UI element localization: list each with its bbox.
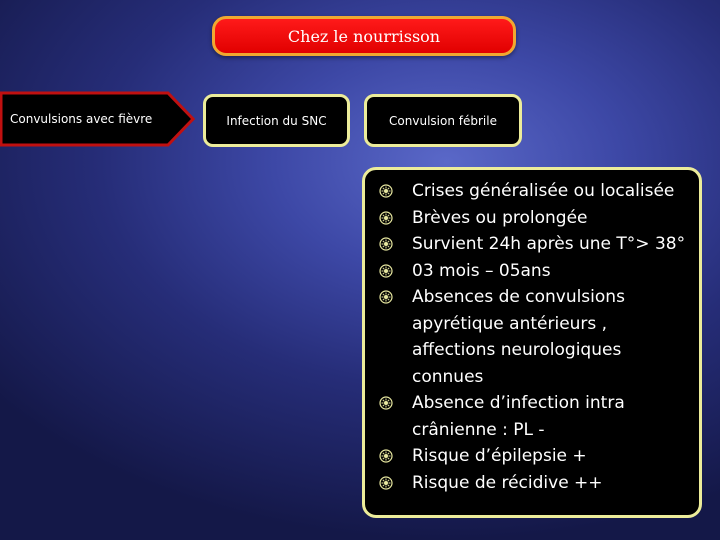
criteria-list-item [365,258,691,285]
criteria-text: Brèves ou prolongée [412,207,588,228]
criteria-text: Crises généralisée ou localisée [412,181,675,201]
criteria-list-item [365,470,691,497]
criteria-list-item [365,390,691,443]
category-label: Convulsions avec fièvre [10,112,153,126]
slide-title: Chez le nourrisson [212,16,516,56]
criteria-text: Risque d’épilepsie + [412,446,587,466]
category-arrow-box [0,91,195,147]
criteria-text: Absence d’infection intra crânienne : PL - [412,393,625,440]
option-box-snc-infection: Infection du SNC [203,94,350,147]
criteria-text: 03 mois – 05ans [412,260,551,281]
criteria-text: Survient 24h après une T°> 38° [412,234,686,254]
criteria-text: Risque de récidive ++ [412,472,603,493]
sunburst-circle-icon [379,290,393,304]
criteria-list-item [365,231,691,258]
option-box-febrile-convulsion: Convulsion fébrile [364,94,522,147]
sunburst-circle-icon [379,449,393,463]
sunburst-circle-icon [379,237,393,251]
criteria-list-item [365,284,691,390]
criteria-list-item [365,443,691,470]
sunburst-circle-icon [379,396,393,410]
criteria-text: Absences de convulsions apyrétique antérieurs , affections neurologiques connues [412,287,625,387]
sunburst-circle-icon [379,184,393,198]
sunburst-circle-icon [379,476,393,490]
criteria-list-item [365,205,691,232]
criteria-list [365,170,699,496]
sunburst-circle-icon [379,264,393,278]
criteria-list-box [362,167,702,518]
criteria-list-item [365,178,691,205]
sunburst-circle-icon [379,211,393,225]
